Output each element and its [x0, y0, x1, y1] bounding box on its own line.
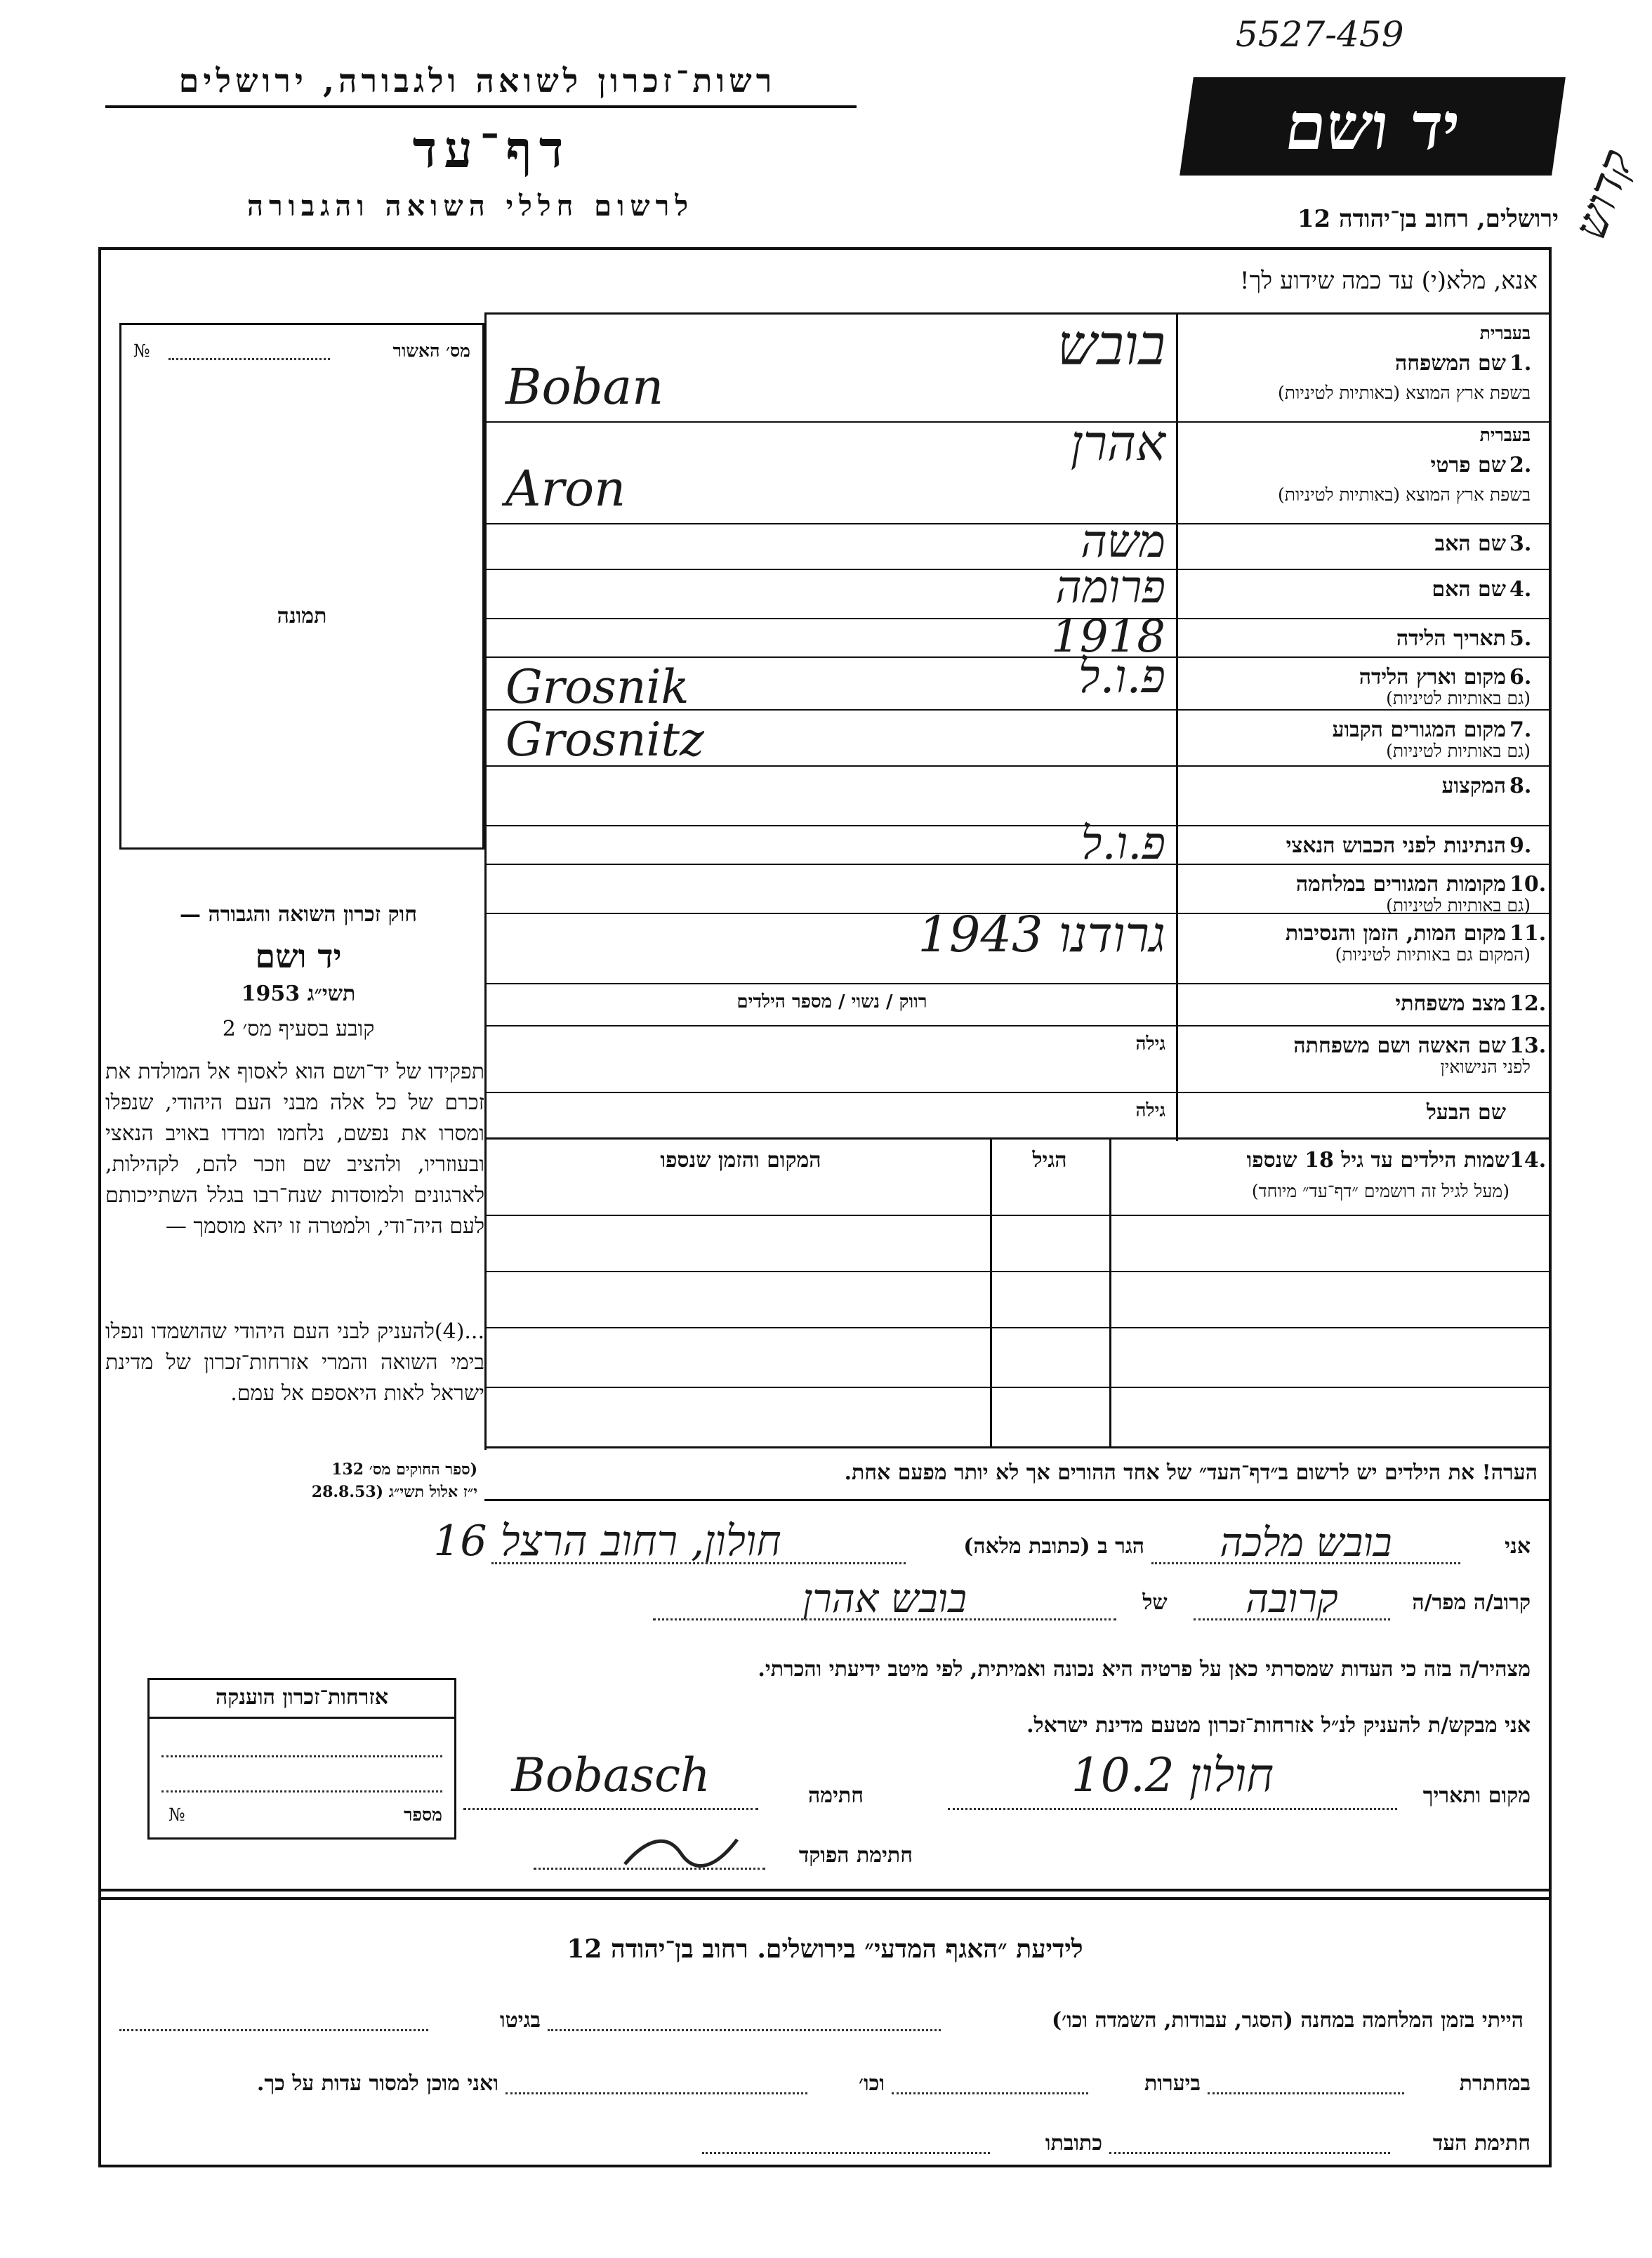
children-note: (מעל לגיל זה רושמים ״דף־עד״ מיוחד)	[1251, 1181, 1509, 1201]
field-number: 8.	[1509, 774, 1532, 798]
field-sub-note: לפני הנישואין	[1440, 1057, 1531, 1077]
law-name: יד ושם	[255, 937, 342, 975]
footer-line2-d: ואני מוכן למסור עדות על כך.	[256, 2071, 498, 2096]
signature-value: Bobasch	[511, 1748, 711, 1802]
field-sub-note: בשפת ארץ המוצא (באותיות לטיניות)	[1278, 484, 1531, 505]
field-number: 9.	[1509, 833, 1532, 858]
top-note: 5527-459	[1236, 14, 1404, 55]
field-option: גילה	[1135, 1034, 1165, 1055]
field-number: 6.	[1509, 665, 1532, 689]
field-number: 4.	[1509, 577, 1532, 602]
field-label: שם האם	[1432, 577, 1506, 602]
field-number: 10.	[1509, 872, 1547, 897]
children-num: 14.	[1509, 1148, 1547, 1173]
declaration: מצהיר/ה בזה כי העדות שמסרתי כאן על פרטיה היא נכונה ואמיתית, לפי מיטב ידיעתי והכרתי.	[758, 1657, 1531, 1682]
i-value: בובש מלכה	[1220, 1520, 1392, 1566]
page-title: דף־עד	[412, 119, 571, 179]
footer-line2-c: וכו׳	[859, 2071, 885, 2096]
field-label: שם הבעל	[1426, 1100, 1506, 1125]
footer-line3-b: כתובתו	[1045, 2131, 1102, 2155]
place-date-value: חולון 10.2	[1071, 1748, 1274, 1802]
field-label: מקום המות, הזמן והנסיבות	[1285, 921, 1506, 946]
field-number: 3.	[1509, 532, 1532, 556]
no-mark: №	[133, 341, 150, 361]
field-sub-note: (גם באותיות לטיניות)	[1386, 688, 1531, 708]
margin-note: קדוש	[1564, 143, 1644, 246]
field-value-latin: Boban	[505, 358, 664, 416]
footer-line2-a: במחתרת	[1459, 2071, 1531, 2096]
field-sub-note: (המקום גם באותיות לטיניות)	[1335, 944, 1531, 965]
field-label: שם המשפחה	[1394, 351, 1506, 376]
law-ref-1: (ספר החוקים מס׳ 132	[331, 1460, 477, 1479]
field-number: 7.	[1509, 718, 1532, 742]
law-body: תפקידו של יד־ושם הוא לאסוף אל המולדת את זכרם של כל אלה מבני העם היהודי, שנפלו ומסרו את נפשם, נלחמו ומרדו באויב הנאצי ובעוזריו, ולהציב שם וזכר להם, לקהילות, לארגונים ולמוסדות שנח־רבו בגלל השתייכותם לעם היה־ודי, ולמטרה זו יהא מוסמך —	[105, 1059, 484, 1239]
children-label: שמות הילדים עד גיל 18 שנספו	[1246, 1148, 1509, 1173]
address-label: הגר ב (כתובת מלאה)	[963, 1534, 1144, 1559]
page-subtitle: לרשום חללי השואה והגבורה	[246, 190, 694, 223]
field-number: 12.	[1509, 991, 1547, 1016]
photo-label: תמונה	[277, 604, 327, 628]
approval-no-label: מס׳ האשור	[392, 341, 470, 361]
address-value: חולון, רחוב הרצל 16	[433, 1517, 781, 1566]
field-label: שם פרטי	[1430, 453, 1506, 477]
field-sub-label: בעברית	[1479, 425, 1531, 445]
field-sub-note: בשפת ארץ המוצא (באותיות לטיניות)	[1278, 383, 1531, 403]
place-date-label: מקום ותאריך	[1422, 1783, 1531, 1808]
field-label: מקום המגורים הקבוע	[1332, 718, 1506, 742]
law-title: חוק זכרון השואה והגבורה —	[180, 902, 417, 927]
col-place: המקום והזמן שנספו	[660, 1148, 821, 1173]
law-year: תשי״ג 1953	[241, 982, 356, 1006]
field-value-latin: Grosnik	[505, 660, 689, 714]
field-value: פ.ו.ל	[1081, 818, 1165, 870]
citizenship-number-label: מספר	[404, 1804, 442, 1825]
field-number: 1.	[1509, 351, 1532, 376]
citizenship-no-mark: №	[168, 1804, 185, 1825]
field-value: פ.ו.ל	[1078, 649, 1165, 704]
relation-label: קרוב/ה מפר/ה	[1412, 1590, 1531, 1615]
field-number: 13.	[1509, 1034, 1547, 1058]
field-sub-note: (גם באותיות לטיניות)	[1386, 895, 1531, 916]
address: ירושלים, רחוב בן־יהודה 12	[1297, 205, 1559, 233]
official-signature-label: חתימת הפוקד	[798, 1843, 913, 1868]
field-number: 5.	[1509, 626, 1532, 651]
law-clause: קובע בסעיף מס׳ 2	[222, 1017, 375, 1041]
field-label: מקום וארץ הלידה	[1359, 665, 1506, 689]
footer-line1-a: הייתי בזמן המלחמה במחנה (הסגר, עבודות, השמדה וכו׳)	[1051, 2008, 1524, 2033]
field-value: גרודנו 1943	[918, 906, 1165, 963]
relation-value: קרובה	[1245, 1576, 1338, 1622]
citizenship-title: אזרחות־זכרון הוענקה	[215, 1685, 389, 1710]
field-number: 2.	[1509, 453, 1532, 477]
field-value: אהרן	[1070, 414, 1165, 472]
logo: יד ושם	[1179, 77, 1566, 176]
signature-label: חתימה	[808, 1783, 864, 1808]
footer-line1-b: בגיטו	[499, 2008, 541, 2033]
law-body-2: ...(4)להעניק לבני העם היהודי שהושמדו ונפלו בימי השואה והמרי אזרחות־זכרון של מדינת ישראל לאות היאספם אל עמם.	[105, 1319, 484, 1406]
field-value-latin: Grosnitz	[505, 713, 704, 767]
field-label: מקומות המגורים במלחמה	[1295, 872, 1506, 897]
of-label: של	[1142, 1590, 1168, 1615]
of-value: בובש אהרן	[802, 1576, 967, 1622]
field-label: המקצוע	[1441, 774, 1506, 798]
field-value: 1918	[1051, 611, 1165, 663]
field-label: תאריך הלידה	[1396, 626, 1506, 651]
field-label: מצב משפחתי	[1395, 991, 1506, 1016]
footer-line2-b: ביערות	[1144, 2071, 1201, 2096]
field-value: פרומה	[1055, 562, 1165, 614]
field-label: שם האב	[1434, 532, 1506, 556]
remark: הערה! את הילדים יש לרשום ב״דף־העד״ של אחד ההורים אך לא יותר מפעם אחת.	[844, 1460, 1538, 1485]
footer-line3-a: חתימת העד	[1432, 2131, 1531, 2155]
request: אני מבקש/ת להעניק לנ״ל אזרחות־זכרון מטעם מדינת ישראל.	[1026, 1713, 1531, 1738]
field-label: הנתינות לפני הכבוש הנאצי	[1286, 833, 1506, 858]
field-label: שם האשה ושם משפחתה	[1293, 1034, 1506, 1058]
field-value: משה	[1081, 516, 1165, 568]
org-name: רשות־זכרון לשואה ולגבורה, ירושלים	[178, 62, 777, 100]
i-label: אני	[1505, 1534, 1531, 1559]
field-number: 11.	[1509, 921, 1547, 946]
instructions: אנא, מלא(י) עד כמה שידוע לך!	[1239, 267, 1538, 295]
field-option: גילה	[1135, 1100, 1165, 1121]
law-ref-2: י״ז אלול תשי״ג (28.8.53	[311, 1483, 477, 1501]
photo-box	[119, 323, 484, 850]
col-age: הגיל	[1032, 1148, 1067, 1173]
field-sub-note: (גם באותיות לטיניות)	[1386, 741, 1531, 761]
field-value-latin: Aron	[505, 460, 626, 517]
field-option: רווק / נשוי / מספר הילדים	[736, 991, 927, 1012]
footer-title: לידיעת ״האגף המדעי״ בירושלים. רחוב בן־יהודה 12	[567, 1934, 1083, 1964]
field-value: בובש	[1057, 312, 1165, 378]
field-sub-label: בעברית	[1479, 323, 1531, 343]
